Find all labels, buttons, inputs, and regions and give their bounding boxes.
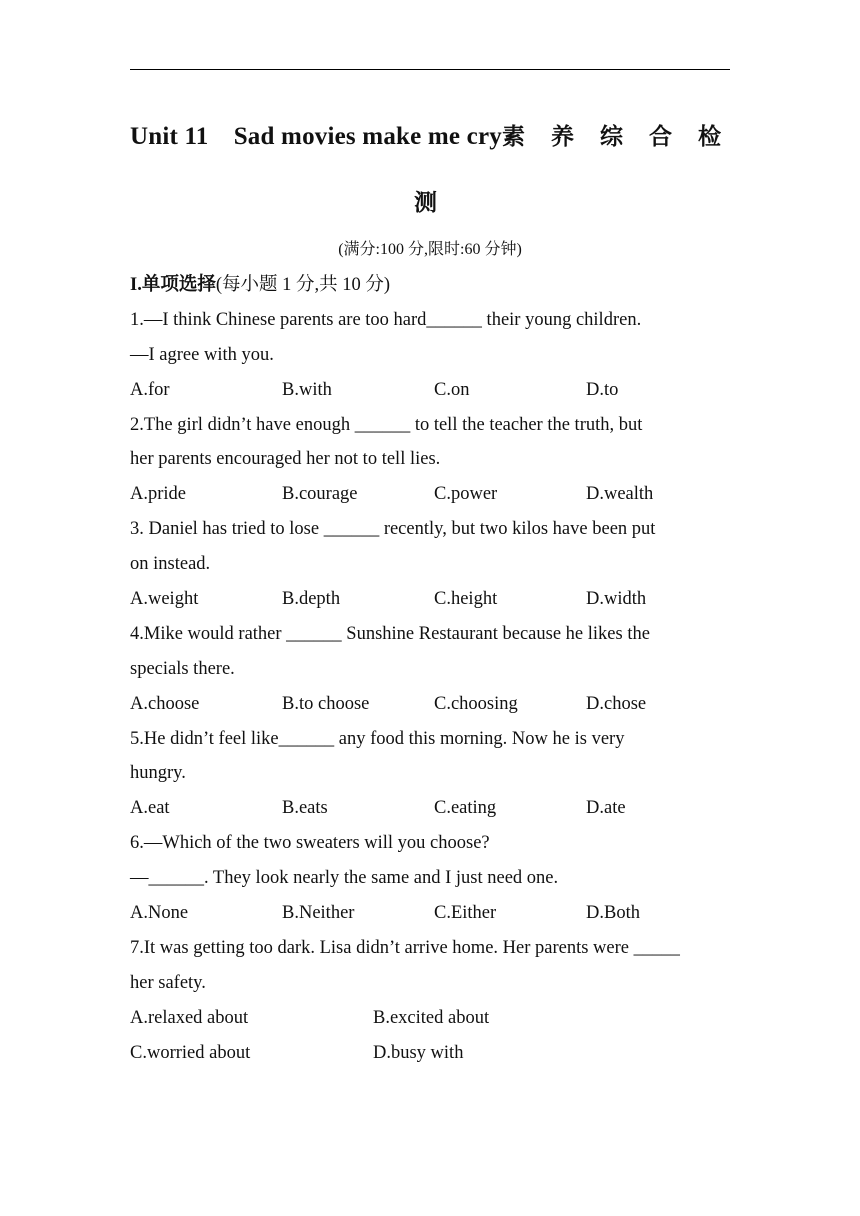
title-chinese-part-2: 测 <box>414 190 446 216</box>
option-b: B.excited about <box>373 1007 490 1028</box>
question-5-line-1: 5.He didn’t feel like______ any food this morning. Now he is very <box>130 728 625 749</box>
option-d: D.Both <box>586 903 640 924</box>
option-a: A.pride <box>130 484 186 505</box>
question-1-line-2: —I agree with you. <box>130 344 274 365</box>
option-a: A.weight <box>130 589 199 610</box>
question-2-line-1: 2.The girl didn’t have enough ______ to tell the teacher the truth, but <box>130 414 643 435</box>
option-b: B.Neither <box>282 903 355 924</box>
section-heading <box>130 268 740 303</box>
question-7-options-row-1 <box>130 1001 740 1036</box>
option-c: C.height <box>434 589 498 610</box>
exam-info: (满分:100 分,限时:60 分钟) <box>338 241 522 258</box>
question-1-options <box>130 373 740 408</box>
option-b: B.depth <box>282 589 341 610</box>
title-line-2 <box>130 170 730 236</box>
option-a: A.choose <box>130 693 200 714</box>
section-label: I.单项选择 <box>130 275 216 295</box>
question-6-line-1: 6.—Which of the two sweaters will you choose? <box>130 833 490 854</box>
option-b: B.eats <box>282 798 328 819</box>
option-c: C.eating <box>434 798 497 819</box>
question-3-options <box>130 582 740 617</box>
option-a: A.eat <box>130 798 170 819</box>
page-title <box>130 104 730 236</box>
option-b: B.with <box>282 379 332 400</box>
option-d: D.ate <box>586 798 626 819</box>
question-1-line-1: 1.—I think Chinese parents are too hard______ their young children. <box>130 309 642 330</box>
option-d: D.chose <box>586 693 647 714</box>
question-7-options-row-2 <box>130 1036 740 1071</box>
question-5-line-2: hungry. <box>130 763 186 784</box>
question-4-options <box>130 687 740 722</box>
question-7-line-1: 7.It was getting too dark. Lisa didn’t arrive home. Her parents were _____ <box>130 937 680 958</box>
option-c: C.on <box>434 379 470 400</box>
question-content <box>130 268 740 1070</box>
question-3-line-2: on instead. <box>130 554 211 575</box>
option-b: B.courage <box>282 484 358 505</box>
question-4-line-1: 4.Mike would rather ______ Sunshine Restaurant because he likes the <box>130 623 650 644</box>
question-6-line-2: —______. They look nearly the same and I just need one. <box>130 868 559 889</box>
option-a: A.None <box>130 903 189 924</box>
option-a: A.relaxed about <box>130 1007 249 1028</box>
question-2-line-2: her parents encouraged her not to tell lies. <box>130 449 441 470</box>
title-english: Unit 11 Sad movies make me cry <box>130 123 502 150</box>
option-d: D.to <box>586 379 619 400</box>
title-line-1 <box>130 104 730 170</box>
header-rule <box>130 69 730 70</box>
option-d: D.busy with <box>373 1042 464 1063</box>
option-b: B.to choose <box>282 693 370 714</box>
question-2-options <box>130 477 740 512</box>
option-d: D.wealth <box>586 484 654 505</box>
title-chinese-part-1: 素 养 综 合 检 <box>501 124 730 150</box>
question-5-options <box>130 791 740 826</box>
option-a: A.for <box>130 379 170 400</box>
question-4-line-2: specials there. <box>130 658 235 679</box>
option-c: C.power <box>434 484 498 505</box>
option-c: C.choosing <box>434 693 518 714</box>
option-d: D.width <box>586 589 647 610</box>
question-7-line-2: her safety. <box>130 972 206 993</box>
option-c: C.worried about <box>130 1042 251 1063</box>
question-6-options <box>130 896 740 931</box>
question-3-line-1: 3. Daniel has tried to lose ______ recently, but two kilos have been put <box>130 519 656 540</box>
section-note: (每小题 1 分,共 10 分) <box>215 275 391 295</box>
option-c: C.Either <box>434 903 497 924</box>
